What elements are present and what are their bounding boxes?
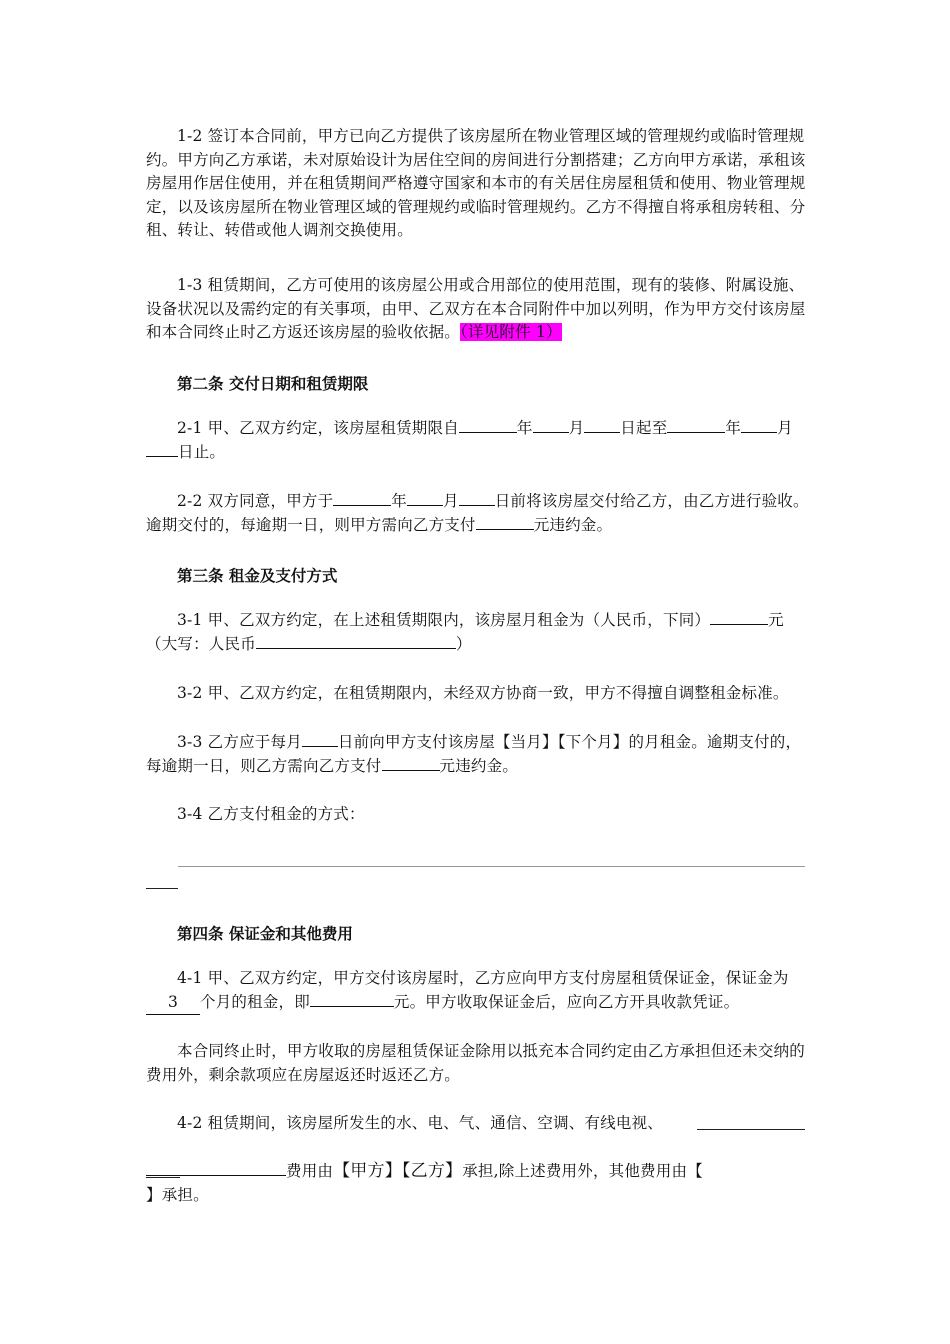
blank-delivery-month[interactable] xyxy=(407,491,443,506)
clause-4-2 xyxy=(146,1112,811,1136)
clause-4-1-text-b: 个月的租金，即 xyxy=(200,992,310,1011)
label-day-end: 日止。 xyxy=(178,442,226,461)
clause-4-2-text-d: 】承担。 xyxy=(146,1185,209,1204)
clause-1-3 xyxy=(146,274,811,345)
section-heading-3: 第三条 租金及支付方式 xyxy=(177,567,338,585)
clause-3-2 xyxy=(146,682,811,706)
blank-rent-capital[interactable] xyxy=(256,634,456,649)
clause-2-1-text: 2-1 甲、乙双方约定，该房屋租赁期限自 xyxy=(177,419,459,437)
blank-penalty-1[interactable] xyxy=(476,515,534,530)
payment-method-line[interactable] xyxy=(178,866,805,867)
section-heading-2: 第二条 交付日期和租赁期限 xyxy=(177,375,369,393)
clause-2-2-text-c: 元违约金。 xyxy=(533,515,613,534)
clause-2-2-text-a: 2-2 双方同意，甲方于 xyxy=(177,492,334,510)
blank-deposit-amount[interactable] xyxy=(310,992,394,1007)
blank-start-month[interactable] xyxy=(533,418,569,433)
payment-method-line-end[interactable] xyxy=(146,888,178,889)
clause-3-1-capital: （大写：人民币 xyxy=(146,634,256,653)
clause-4-1-text-a: 4-1 甲、乙双方约定，甲方交付该房屋时，乙方应向甲方支付房屋租赁保证金，保证金为 xyxy=(177,969,789,987)
clause-3-1-close: ） xyxy=(455,634,472,653)
clause-3-1-text: 3-1 甲、乙双方约定，在上述租赁期限内，该房屋月租金为（人民币，下同） xyxy=(177,611,711,629)
label-day-from: 日起至 xyxy=(620,419,668,437)
clause-2-2 xyxy=(146,490,811,537)
blank-start-day[interactable] xyxy=(584,418,620,433)
clause-3-4 xyxy=(146,803,811,827)
clause-3-2-text: 3-2 甲、乙双方约定，在租赁期限内，未经双方协商一致，甲方不得擅自调整租金标准。 xyxy=(177,684,789,702)
clause-1-3-text: 1-3 租赁期间，乙方可使用的该房屋公用或合用部位的使用范围，现有的装修、附属设施、设备状况以及需约定的有关事项，由甲、乙双方在本合同附件中加以列明，作为甲方交付该房屋和本合同终止时乙方返还该房屋的验收依据。 xyxy=(146,276,806,341)
clause-4-termination-text: 本合同终止时，甲方收取的房屋租赁保证金除用以抵充本合同约定由乙方承担但还未交纳的费用外，剩余款项应在房屋返还时返还乙方。 xyxy=(146,1042,806,1084)
label-year: 年 xyxy=(516,419,533,437)
clause-2-1 xyxy=(146,417,811,464)
blank-penalty-2[interactable] xyxy=(382,756,440,771)
blank-monthly-rent[interactable] xyxy=(710,610,768,625)
clause-4-2-text: 4-2 租赁期间，该房屋所发生的水、电、气、通信、空调、有线电视、 xyxy=(177,1114,663,1132)
blank-fees-item-cont[interactable] xyxy=(146,1177,180,1178)
clause-4-2-text-b: 费用由 xyxy=(286,1162,334,1180)
option-party-b[interactable]: 【乙方】 xyxy=(401,1161,463,1181)
deposit-months-field[interactable]: 3 xyxy=(146,991,200,1016)
clause-4-termination xyxy=(146,1040,811,1087)
clause-3-3 xyxy=(146,731,811,778)
clause-2-2-text-b: 日前将该房屋交付给乙方，由乙方进行验收。逾期交付的，每逾期一日，则甲方需向乙方支付 xyxy=(146,492,809,534)
blank-start-year[interactable] xyxy=(459,418,517,433)
label-yuan: 元 xyxy=(768,611,784,629)
blank-other-fees[interactable] xyxy=(146,1161,286,1176)
clause-4-1-text-c: 元。甲方收取保证金后，应向乙方开具收款凭证。 xyxy=(393,992,740,1011)
attachment-note: （详见附件 1） xyxy=(460,323,562,341)
label-month-3: 月 xyxy=(443,492,459,510)
section-heading-4: 第四条 保证金和其他费用 xyxy=(177,925,353,943)
option-party-a[interactable]: 【甲方】 xyxy=(333,1161,402,1181)
clause-3-3-text-a: 3-3 乙方应于每月 xyxy=(177,733,302,751)
blank-end-day[interactable] xyxy=(146,442,178,457)
blank-pay-day[interactable] xyxy=(302,732,338,747)
label-year-3: 年 xyxy=(391,492,407,510)
blank-delivery-year[interactable] xyxy=(333,491,391,506)
clause-3-3-text-c: 元违约金。 xyxy=(439,756,519,775)
label-month: 月 xyxy=(568,419,585,437)
label-year-2: 年 xyxy=(725,419,742,437)
label-month-2: 月 xyxy=(777,419,793,437)
clause-4-2-cont xyxy=(146,1160,811,1207)
clause-3-4-text: 3-4 乙方支付租金的方式： xyxy=(177,805,365,823)
clause-4-2-text-c: 承担,除上述费用外，其他费用由【 xyxy=(462,1162,703,1180)
clause-1-2-text: 1-2 签订本合同前，甲方已向乙方提供了该房屋所在物业管理区域的管理规约或临时管理规约。甲方向乙方承诺，未对原始设计为居住空间的房间进行分割搭建；乙方向甲方承诺，承租该房屋用作居住使用，并在租赁期间严格遵守国家和本市的有关居住房屋租赁和使用、物业管理规定，以及该房屋所在物业管理区域的管理规约或临时管理规约。乙方不得擅自将承租房转租、分租、转让、转借或他人调剂交换使用。 xyxy=(146,127,806,239)
blank-fees-item[interactable] xyxy=(697,1129,805,1130)
clause-4-1 xyxy=(146,967,811,1015)
clause-3-1 xyxy=(146,609,811,656)
blank-end-year[interactable] xyxy=(667,418,725,433)
blank-end-month[interactable] xyxy=(741,418,777,433)
clause-3-3-text-b: 日前向甲方支付该房屋【当月】【下个月】的月租金。逾期支付的，每逾期一日，则乙方需向乙方支付 xyxy=(146,733,802,775)
blank-delivery-day[interactable] xyxy=(459,491,495,506)
clause-1-2 xyxy=(146,125,811,243)
